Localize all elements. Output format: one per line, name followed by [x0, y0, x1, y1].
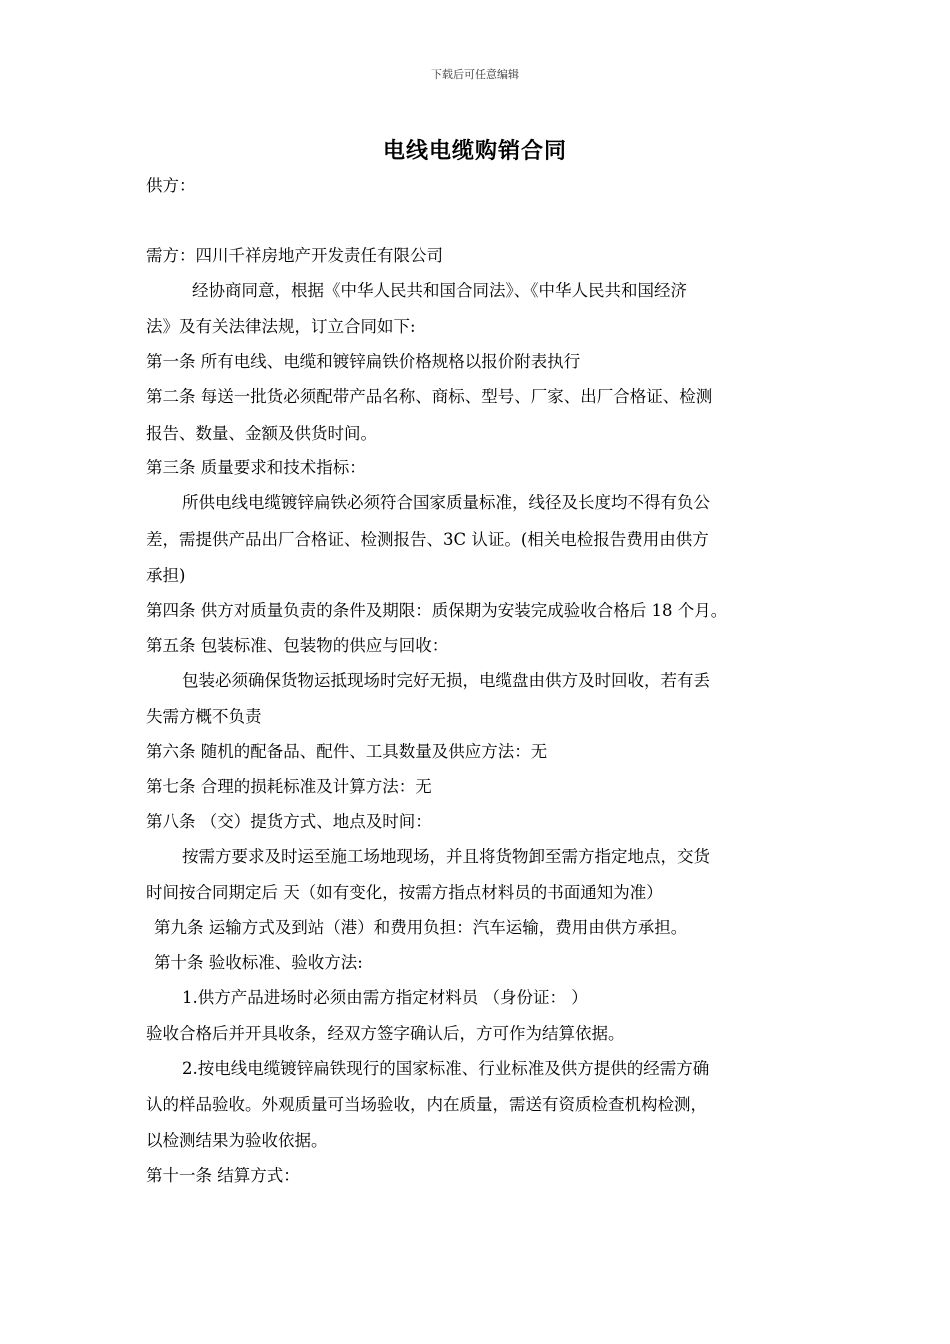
article-10-item-2-cont: 认的样品验收。外观质量可当场验收，内在质量，需送有资质检查机构检测，	[146, 1095, 707, 1114]
article-10-item-2: 2.按电线电缆镀锌扁铁现行的国家标准、行业标准及供方提供的经需方确	[182, 1059, 710, 1078]
article-5-body: 包装必须确保货物运抵现场时完好无损，电缆盘由供方及时回收，若有丢	[182, 671, 710, 690]
preamble-line: 法》及有关法律法规，订立合同如下:	[146, 317, 416, 336]
article-1: 第一条 所有电线、电缆和镀锌扁铁价格规格以报价附表执行	[146, 352, 581, 371]
buyer-line: 需方：四川千祥房地产开发责任有限公司	[146, 246, 443, 265]
article-11: 第十一条 结算方式：	[146, 1166, 300, 1185]
article-8-body: 按需方要求及时运至施工场地现场，并且将货物卸至需方指定地点，交货	[182, 847, 710, 866]
article-10-item-2-cont: 以检测结果为验收依据。	[146, 1131, 328, 1150]
article-3-body: 所供电线电缆镀锌扁铁必须符合国家质量标准，线径及长度均不得有负公	[182, 493, 710, 512]
article-10-item-1: 1.供方产品进场时必须由需方指定材料员 （身份证： ）	[182, 988, 588, 1007]
contract-title: 电线电缆购销合同	[382, 139, 567, 164]
article-10-item-1-cont: 验收合格后并开具收条，经双方签字确认后，方可作为结算依据。	[146, 1024, 625, 1043]
article-2-cont: 报告、数量、金额及供货时间。	[146, 424, 377, 443]
header-note: 下载后可任意编辑	[431, 68, 519, 81]
article-3-body: 差，需提供产品出厂合格证、检测报告、3C 认证。(相关电检报告费用由供方	[146, 530, 709, 549]
article-2: 第二条 每送一批货必须配带产品名称、商标、型号、厂家、出厂合格证、检测	[146, 387, 713, 406]
article-7: 第七条 合理的损耗标准及计算方法：无	[146, 777, 432, 796]
article-6: 第六条 随机的配备品、配件、工具数量及供应方法：无	[146, 742, 548, 761]
article-8-body: 时间按合同期定后 天（如有变化，按需方指点材料员的书面通知为准）	[146, 883, 663, 902]
preamble-line: 经协商同意，根据《中华人民共和国合同法》、《中华人民共和国经济	[192, 281, 687, 300]
supplier-line: 供方：	[146, 176, 196, 195]
article-8: 第八条 （交）提货方式、地点及时间：	[146, 812, 432, 831]
article-9: 第九条 运输方式及到站（港）和费用负担：汽车运输，费用由供方承担。	[154, 918, 688, 937]
article-5-body: 失需方概不负责	[146, 707, 262, 726]
article-4: 第四条 供方对质量负责的条件及期限：质保期为安装完成验收合格后 18 个月。	[146, 601, 728, 620]
article-10: 第十条 验收标准、验收方法:	[154, 953, 363, 972]
article-5: 第五条 包装标准、包装物的供应与回收：	[146, 636, 449, 655]
article-3-body: 承担)	[146, 566, 186, 585]
article-3: 第三条 质量要求和技术指标：	[146, 458, 366, 477]
